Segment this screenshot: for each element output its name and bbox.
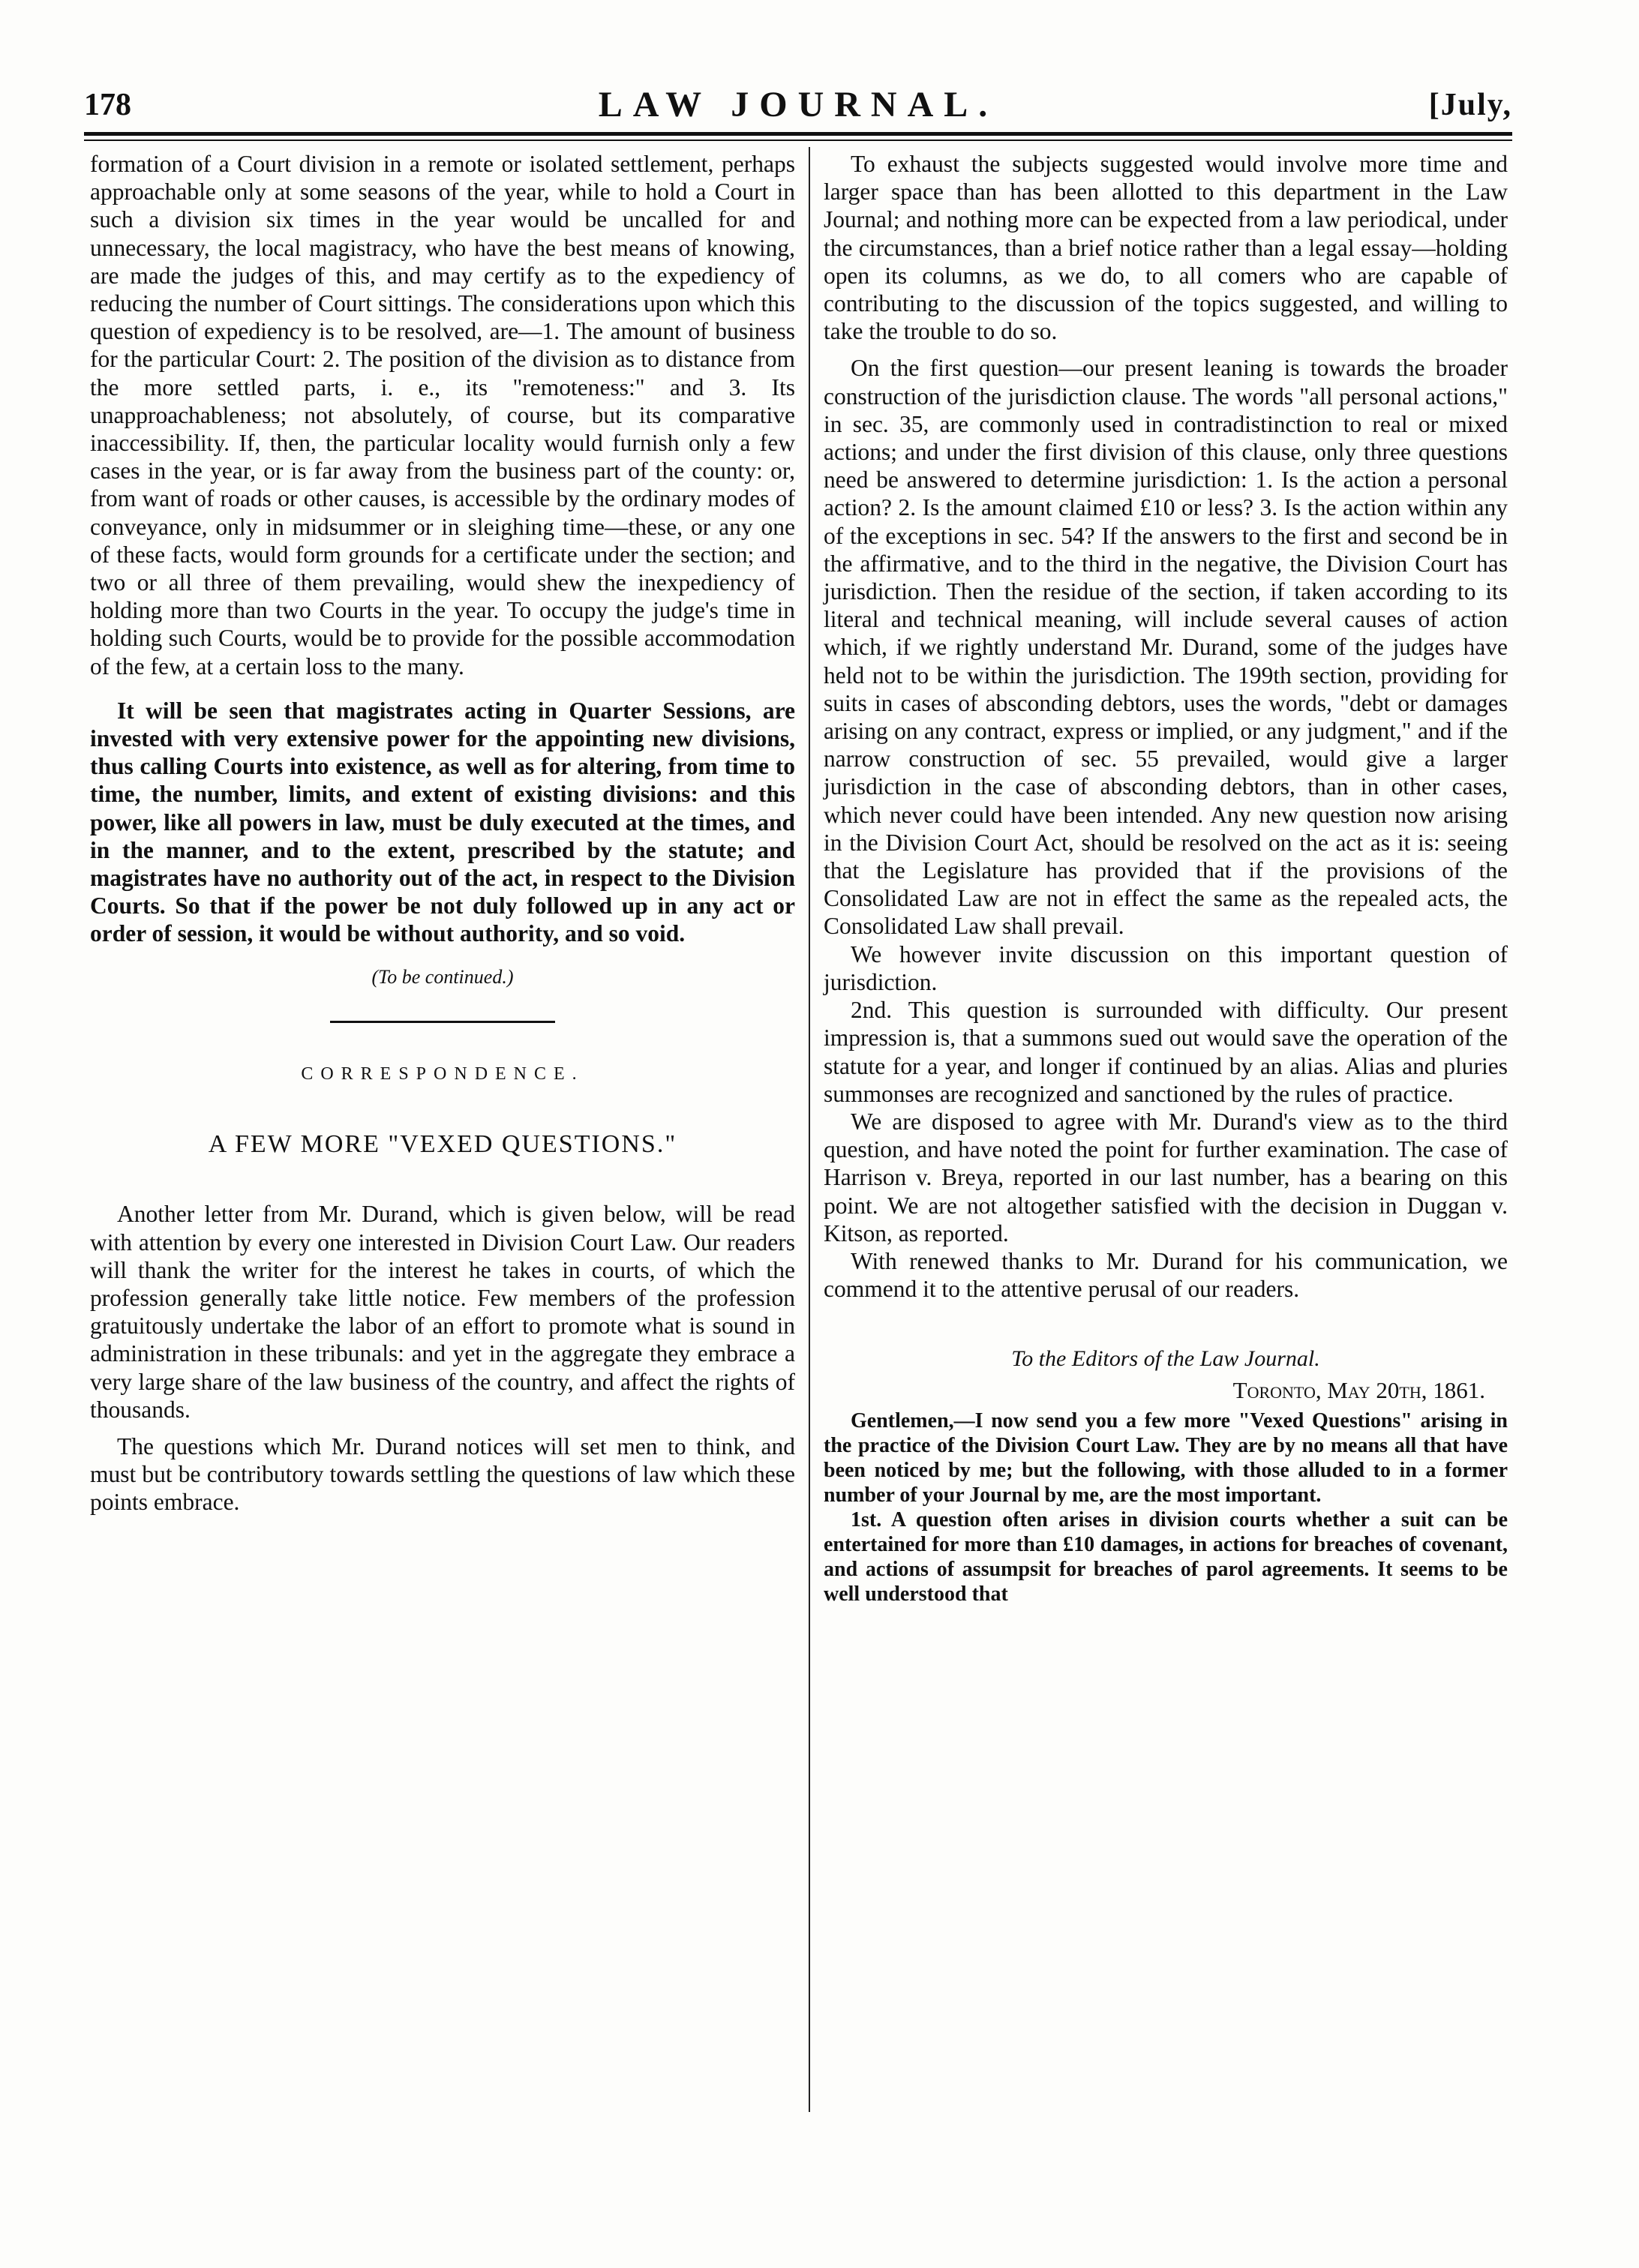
right-paragraph-3: We however invite discussion on this important question of jurisdiction. — [824, 940, 1508, 995]
letter-body — [824, 1408, 1508, 1606]
letter-heading: To the Editors of the Law Journal. — [1011, 1346, 1320, 1372]
to-be-continued: (To be continued.) — [371, 965, 514, 988]
page-header — [84, 84, 1512, 132]
letter-paragraph-1: Gentlemen,—I now send you a few more "Vexed Questions" arising in the practice of the Division Court Law. They are by no means all that have been noticed by me; but the following, with those alluded to in a former number of your Journal by me, are the most important. — [824, 1408, 1508, 1507]
letter-paragraph-2: 1st. A question often arises in division courts whether a suit can be entertained for more than £10 damages, in actions for breaches of covenant, and actions of assumpsit for breaches of parol agreements. It seems to be well understood that — [824, 1508, 1508, 1606]
article-title: A FEW MORE "VEXED QUESTIONS." — [208, 1130, 677, 1159]
left-paragraph-2: It will be seen that magistrates acting in Quarter Sessions, are invested with very extensive power for the appointing new divisions, thus calling Courts into existence, as well as for altering, from time to time, the number, limits, and extent of existing divisions: and this power, like all powers in law, must be duly executed at the times, and in the manner, and to the extent, prescribed by the statute; and magistrates have no authority out of the act, in respect to the Division Courts. So that if the power be not duly followed up in any act or order of session, it would be without authority, and so void. — [90, 697, 795, 947]
right-paragraph-1: To exhaust the subjects suggested would involve more time and larger space than has been allotted to this department in the Law Journal; and nothing more can be expected from a law periodical, under the circumstances, than a brief notice rather than a legal essay—holding open its columns, as we do, to all comers who are capable of contributing to the discussion of the topics suggested, and willing to take the trouble to do so. — [824, 151, 1508, 345]
right-column — [824, 150, 1508, 1606]
left-paragraph-1: formation of a Court division in a remote or isolated settlement, perhaps approachable only at some seasons of the year, while to hold a Court in such a division six times in the year would be uncalled for and unnecessary, the local magistracy, who have the best means of knowing, are made the judges of this, and may certify as to the expediency of reducing the number of Court sittings. The considerations upon which this question of expediency is to be resolved, are—1. The amount of business for the particular Court: 2. The position of the division as to distance from the more settled parts, i. e., its "remoteness:" and 3. Its unapproachableness; not absolutely, of course, but its comparative inaccessibility. If, then, the particular locality would furnish only a few cases in the year, or is far away from the business part of the county: or, from want of roads or other causes, is accessible by the ordinary modes of conveyance, only in midsummer or in sleighing time—these, or any one of these facts, would form grounds for a certificate under the section; and two or all three of them prevailing, would shew the inexpediency of holding more than two Courts in the year. To occupy the judge's time in holding such Courts, would be to provide for the possible accommodation of the few, at a certain loss to the many. — [90, 151, 795, 680]
header-rule-thin — [84, 140, 1512, 141]
right-paragraph-4: 2nd. This question is surrounded with difficulty. Our present impression is, that a summons sued out would save the operation of the statute for a year, and longer if continued by an alias. Alias and pluries summonses are recognized and sanctioned by the rules of practice. — [824, 997, 1508, 1107]
header-rule-thick — [84, 132, 1512, 136]
running-title: LAW JOURNAL. — [598, 85, 998, 124]
left-paragraph-4: The questions which Mr. Durand notices will set men to think, and must but be contributory towards settling the questions of law which these points embrace. — [90, 1432, 795, 1516]
left-paragraph-3: Another letter from Mr. Durand, which is given below, will be read with attention by every one interested in Division Court Law. Our readers will thank the writer for the interest he takes in courts, of which the profession generally take little notice. Few members of the profession gratuitously undertake the labor of an effort to promote what is sound in administration in these tribunals: and yet in the aggregate they embrace a very large share of the law business of the country, and affect the rights of thousands. — [90, 1201, 795, 1423]
section-label: CORRESPONDENCE. — [301, 1064, 584, 1084]
page-number: 178 — [84, 88, 131, 122]
right-paragraph-2: On the first question—our present leaning is towards the broader construction of the jurisdiction clause. The words "all personal actions," in sec. 35, are commonly used in contradistinction to real or mixed actions; and under the first division of this clause, only three questions need be answered to determine jurisdiction: 1. Is the action a personal action? 2. Is the amount claimed £10 or less? 3. Is the action within any of the exceptions in sec. 54? If the answers to the first and second be in the affirmative, and to the third in the negative, the Division Court has jurisdiction. Then the residue of the section, if taken according to its literal and technical meaning, will include several causes of action which, if we rightly understand Mr. Durand, some of the judges have held not to be within the jurisdiction. The 199th section, providing for suits in cases of absconding debtors, uses the words, "debt or damages arising on any contract, express or implied, or any judgment," and if the narrow construction of sec. 55 prevailed, would give a larger jurisdiction in the case of absconding debtors, than in other cases, which never could have been intended. Any new question now arising in the Division Court Act, should be resolved on the act as it is: seeing that the Legislature has provided that if the provisions of the Consolidated Law are not in effect the same as the repealed acts, the Consolidated Law shall prevail. — [824, 355, 1508, 940]
letter-dateline: Toronto, May 20th, 1861. — [1232, 1376, 1485, 1403]
left-column — [90, 150, 795, 1516]
column-divider — [809, 147, 810, 2112]
header-month: [July, — [1428, 88, 1512, 122]
section-rule — [330, 1021, 555, 1023]
right-paragraph-6: With renewed thanks to Mr. Durand for his communication, we commend it to the attentive perusal of our readers. — [824, 1247, 1508, 1303]
right-paragraph-5: We are disposed to agree with Mr. Durand's view as to the third question, and have noted the point for further examination. The case of Harrison v. Breya, reported in our last number, has a bearing on this point. We are not altogether satisfied with the decision in Duggan v. Kitson, as reported. — [824, 1108, 1508, 1246]
